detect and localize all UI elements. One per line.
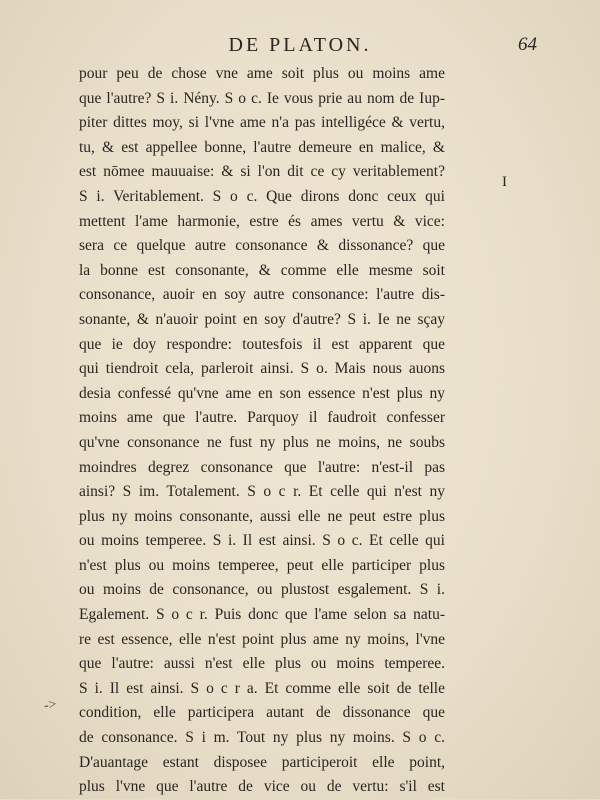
text-line: piter dittes moy, si l'vne ame n'a pas intelligéce & vertu, — [79, 114, 445, 132]
text-line: ou moins temperee. S i. Il est ainsi. S o c. Et celle qui — [79, 532, 445, 550]
margin-note: I — [502, 174, 507, 190]
text-line: qui tiendroit cela, parleroit ainsi. S o. Mais nous auons — [79, 360, 445, 378]
text-line: moindres degrez consonance que l'autre: n'est-il pas — [79, 458, 445, 476]
text-line: qu'vne consonance ne fust ny plus ne moins, ne soubs — [79, 433, 445, 451]
text-line: plus ny moins consonante, aussi elle ne peut estre plus — [79, 507, 445, 525]
text-line: S i. Il est ainsi. S o c r a. Et comme elle soit de telle — [79, 679, 445, 697]
text-line: tu, & est appellee bonne, l'autre demeure en malice, & — [79, 138, 445, 156]
page-number: 64 — [518, 34, 537, 55]
text-line: Egalement. S o c r. Puis donc que l'ame selon sa natu- — [79, 606, 445, 624]
text-line: ou moins de consonance, ou plustost esgalement. S i. — [79, 581, 445, 599]
text-line: de consonance. S i m. Tout ny plus ny moins. S o c. — [79, 729, 445, 747]
text-line: condition, elle participera autant de dissonance que — [79, 704, 445, 722]
text-line: la bonne est consonante, & comme elle mesme soit — [79, 261, 445, 279]
text-line: S i. Veritablement. S o c. Que dirons donc ceux qui — [79, 187, 445, 205]
text-line: que l'autre: aussi n'est elle plus ou moins temperee. — [79, 655, 445, 673]
text-line: moins ame que l'autre. Parquoy il faudroit confesser — [79, 409, 445, 427]
text-line: que ie doy respondre: toutesfois il est apparent que — [79, 335, 445, 353]
text-line: que l'autre? S i. Nény. S o c. Ie vous prie au nom de Iup- — [79, 89, 445, 107]
text-line: est nōmee mauuaise: & si l'on dit ce cy veritablement? — [79, 163, 445, 181]
text-line: sonante, & n'auoir point en soy d'autre? S i. Ie ne sçay — [79, 310, 445, 328]
handwritten-mark: -> — [42, 697, 58, 714]
text-line: desia confessé qu'vne ame en son essence n'est plus ny — [79, 384, 445, 402]
body-text — [79, 62, 445, 800]
text-line: consonance, auoir en soy autre consonance: l'autre dis- — [79, 286, 445, 304]
running-head: DE PLATON. — [228, 34, 372, 56]
text-line: ainsi? S im. Totalement. S o c r. Et celle qui n'est ny — [79, 483, 445, 501]
text-line: re est essence, elle n'est point plus ame ny moins, l'vne — [79, 630, 445, 648]
text-line: n'est plus ou moins temperee, peut elle participer plus — [79, 556, 445, 574]
text-line: mettent l'ame harmonie, estre és ames vertu & vice: — [79, 212, 445, 230]
text-line: pour peu de chose vne ame soit plus ou moins ame — [79, 65, 445, 82]
text-line: sera ce quelque autre consonance & dissonance? que — [79, 237, 445, 255]
text-line: plus l'vne que l'autre de vice ou de vertu: s'il est — [79, 778, 445, 796]
text-line: D'auantage estant disposee participeroit elle point, — [79, 753, 445, 771]
